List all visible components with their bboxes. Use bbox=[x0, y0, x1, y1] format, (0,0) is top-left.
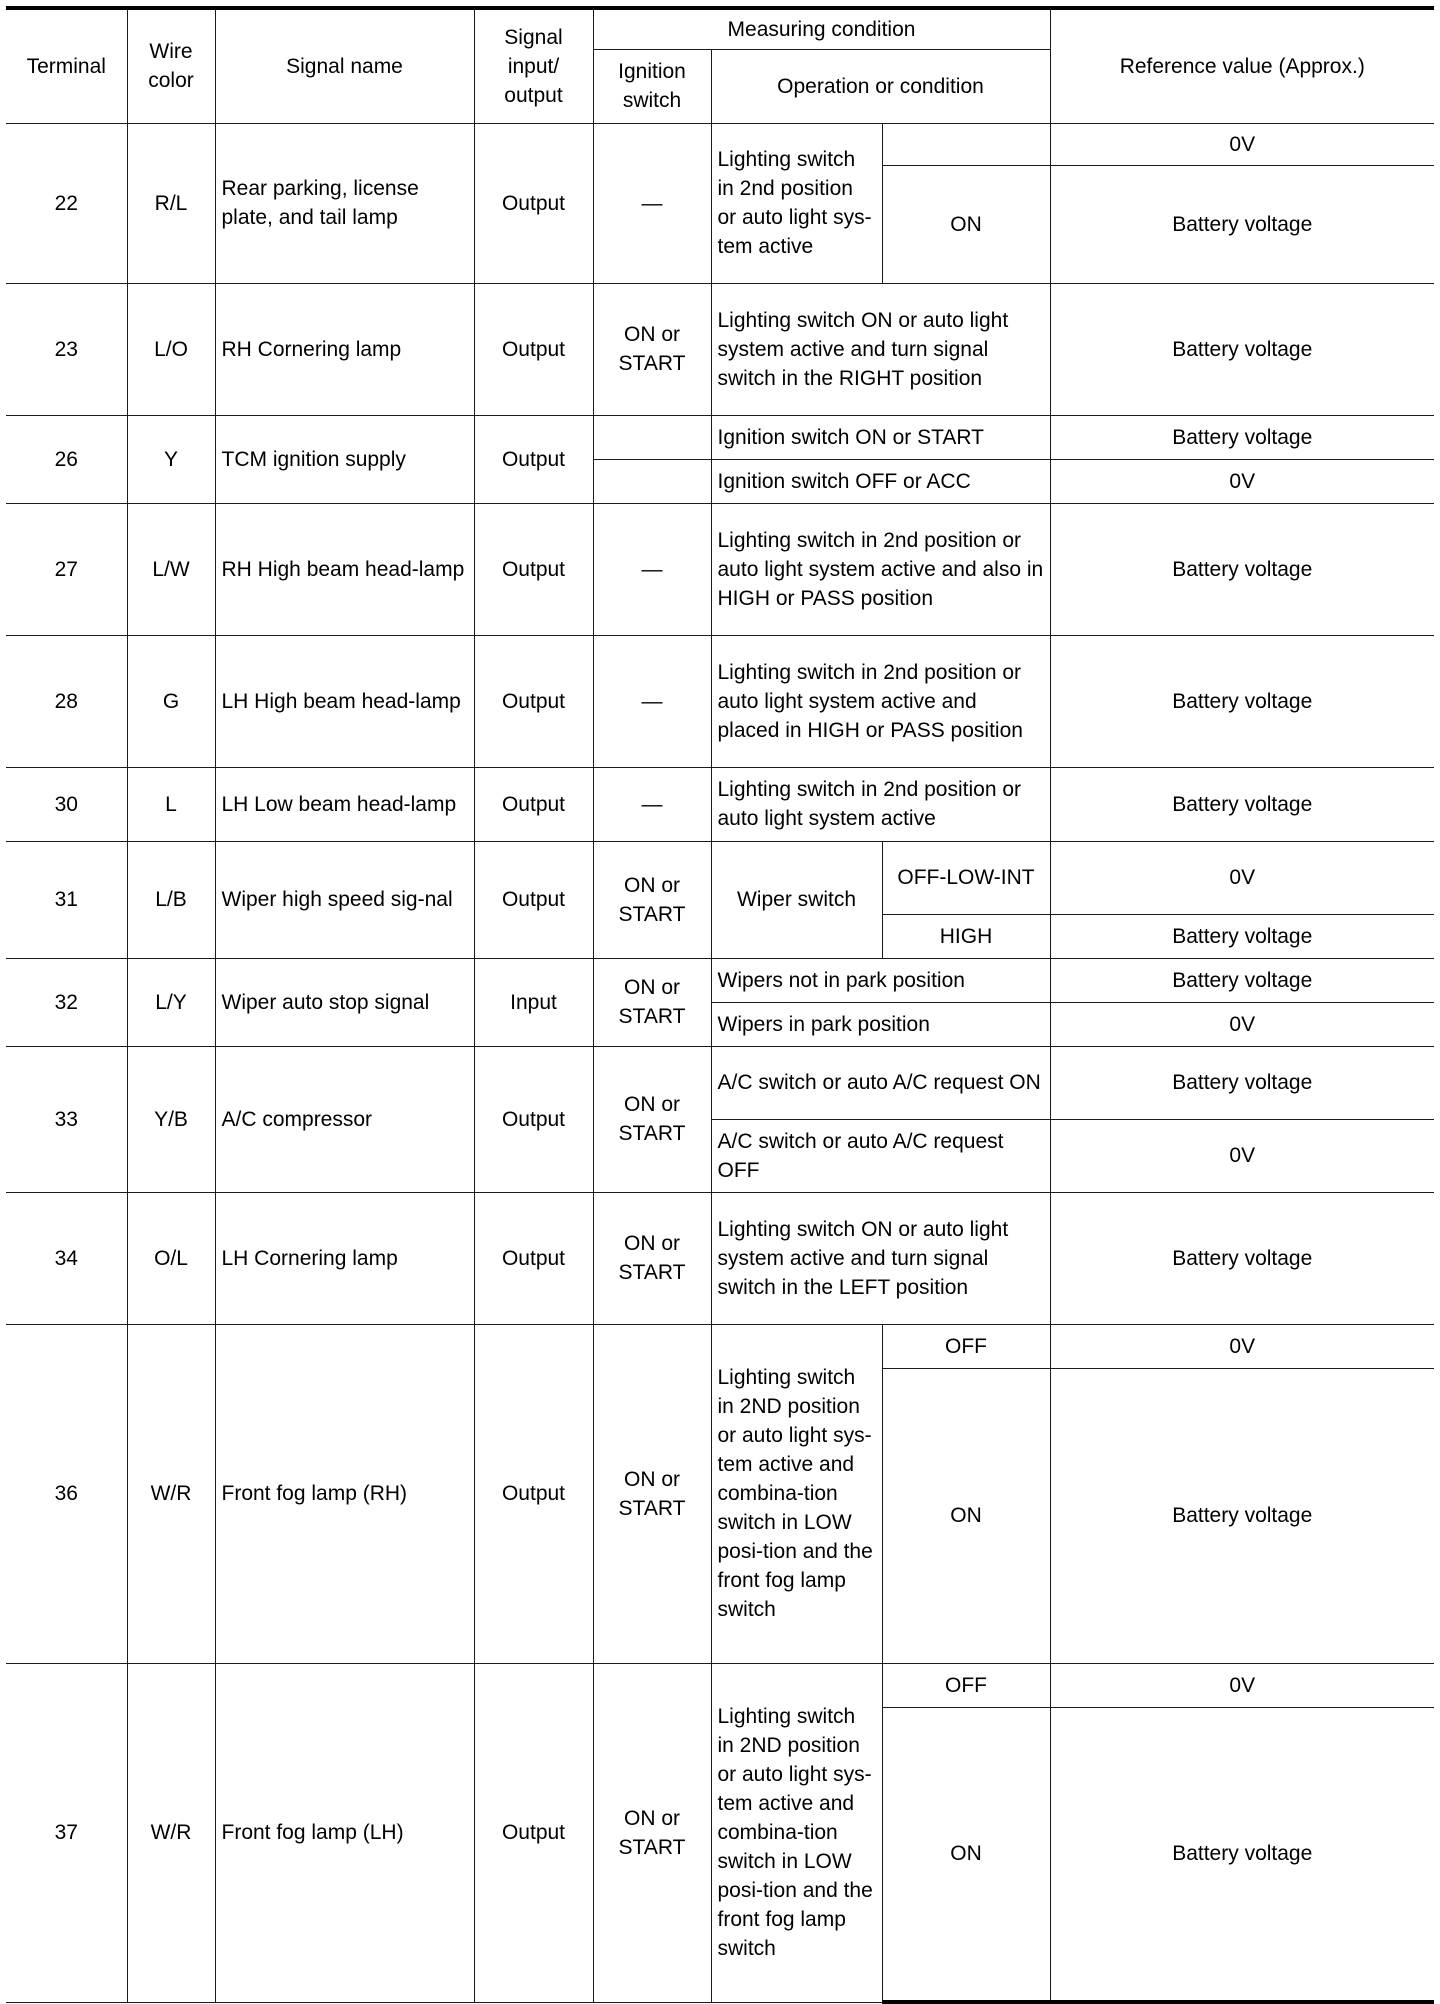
terminal-cell: 37 bbox=[6, 1663, 127, 2002]
sub-condition-cell: ON bbox=[882, 1368, 1050, 1663]
wire-color-cell: Y bbox=[127, 415, 215, 503]
header-signal-io: Signal input/ output bbox=[474, 8, 593, 123]
header-signal-name: Signal name bbox=[215, 8, 474, 123]
table-row bbox=[6, 415, 1434, 459]
terminal-cell: 30 bbox=[6, 767, 127, 841]
signal-name-cell: Wiper auto stop signal bbox=[215, 958, 474, 1046]
condition-cell: Lighting switch in 2nd position or auto light system active and placed in HIGH or PASS position bbox=[711, 635, 1050, 767]
reference-cell: Battery voltage bbox=[1050, 767, 1434, 841]
terminal-cell: 23 bbox=[6, 283, 127, 415]
signal-name-cell: A/C compressor bbox=[215, 1046, 474, 1192]
wire-color-cell: W/R bbox=[127, 1663, 215, 2002]
terminal-cell: 34 bbox=[6, 1192, 127, 1324]
reference-cell: 0V bbox=[1050, 1324, 1434, 1368]
header-row bbox=[6, 8, 1434, 49]
signal-io-cell: Output bbox=[474, 635, 593, 767]
reference-cell: 0V bbox=[1050, 1002, 1434, 1046]
ignition-cell: ON or START bbox=[593, 1324, 711, 1663]
ignition-cell bbox=[593, 415, 711, 459]
reference-cell: Battery voltage bbox=[1050, 914, 1434, 958]
ignition-cell: ON or START bbox=[593, 1663, 711, 2002]
terminal-cell: 31 bbox=[6, 841, 127, 958]
signal-io-cell: Output bbox=[474, 1324, 593, 1663]
condition-cell: Ignition switch ON or START bbox=[711, 415, 1050, 459]
terminal-cell: 32 bbox=[6, 958, 127, 1046]
sub-condition-cell bbox=[882, 123, 1050, 165]
reference-cell: 0V bbox=[1050, 1663, 1434, 1707]
ignition-cell: — bbox=[593, 635, 711, 767]
header-measuring-condition: Measuring condition bbox=[593, 8, 1050, 49]
wire-color-cell: W/R bbox=[127, 1324, 215, 1663]
wire-color-cell: G bbox=[127, 635, 215, 767]
sub-condition-cell: OFF bbox=[882, 1663, 1050, 1707]
header-operation: Operation or condition bbox=[711, 49, 1050, 123]
sub-condition-cell: OFF-LOW-INT bbox=[882, 841, 1050, 914]
reference-cell: Battery voltage bbox=[1050, 283, 1434, 415]
signal-io-cell: Output bbox=[474, 503, 593, 635]
condition-cell: Lighting switch in 2nd position or auto light sys-tem active bbox=[711, 123, 882, 283]
wire-color-cell: L bbox=[127, 767, 215, 841]
condition-cell: A/C switch or auto A/C request ON bbox=[711, 1046, 1050, 1119]
reference-cell: 0V bbox=[1050, 123, 1434, 165]
ignition-cell bbox=[593, 459, 711, 503]
terminal-cell: 33 bbox=[6, 1046, 127, 1192]
signal-io-cell: Input bbox=[474, 958, 593, 1046]
signal-name-cell: LH Low beam head-lamp bbox=[215, 767, 474, 841]
signal-io-cell: Output bbox=[474, 841, 593, 958]
header-ignition-switch: Ignition switch bbox=[593, 49, 711, 123]
reference-cell: Battery voltage bbox=[1050, 635, 1434, 767]
wire-color-cell: L/O bbox=[127, 283, 215, 415]
signal-name-cell: RH High beam head-lamp bbox=[215, 503, 474, 635]
header-terminal: Terminal bbox=[6, 8, 127, 123]
signal-io-cell: Output bbox=[474, 1663, 593, 2002]
signal-name-cell: TCM ignition supply bbox=[215, 415, 474, 503]
sub-condition-cell: HIGH bbox=[882, 914, 1050, 958]
table-row bbox=[6, 767, 1434, 841]
condition-cell: Lighting switch in 2nd position or auto light system active bbox=[711, 767, 1050, 841]
reference-cell: Battery voltage bbox=[1050, 1368, 1434, 1663]
table-row bbox=[6, 1192, 1434, 1324]
ignition-cell: ON or START bbox=[593, 958, 711, 1046]
wire-color-cell: L/Y bbox=[127, 958, 215, 1046]
signal-io-cell: Output bbox=[474, 283, 593, 415]
wire-color-cell: R/L bbox=[127, 123, 215, 283]
terminal-cell: 27 bbox=[6, 503, 127, 635]
signal-io-cell: Output bbox=[474, 1046, 593, 1192]
condition-cell: Lighting switch in 2ND position or auto light sys-tem active and combina-tion switch in LOW posi-tion and the front fog lamp switch bbox=[711, 1324, 882, 1663]
ignition-cell: ON or START bbox=[593, 1192, 711, 1324]
condition-cell: Lighting switch in 2ND position or auto light sys-tem active and combina-tion switch in LOW posi-tion and the front fog lamp switch bbox=[711, 1663, 882, 2002]
signal-name-cell: LH Cornering lamp bbox=[215, 1192, 474, 1324]
table-row bbox=[6, 958, 1434, 1002]
table-row bbox=[6, 1663, 1434, 1707]
reference-cell: Battery voltage bbox=[1050, 1707, 1434, 2002]
signal-io-cell: Output bbox=[474, 1192, 593, 1324]
reference-cell: Battery voltage bbox=[1050, 165, 1434, 283]
signal-name-cell: Wiper high speed sig-nal bbox=[215, 841, 474, 958]
reference-cell: Battery voltage bbox=[1050, 1046, 1434, 1119]
terminal-cell: 26 bbox=[6, 415, 127, 503]
sub-condition-cell: OFF bbox=[882, 1324, 1050, 1368]
condition-cell: Wiper switch bbox=[711, 841, 882, 958]
signal-name-cell: LH High beam head-lamp bbox=[215, 635, 474, 767]
signal-name-cell: Front fog lamp (RH) bbox=[215, 1324, 474, 1663]
wire-color-cell: O/L bbox=[127, 1192, 215, 1324]
reference-cell: 0V bbox=[1050, 1119, 1434, 1192]
wire-color-cell: L/W bbox=[127, 503, 215, 635]
condition-cell: Ignition switch OFF or ACC bbox=[711, 459, 1050, 503]
sub-condition-cell: ON bbox=[882, 1707, 1050, 2002]
terminal-cell: 28 bbox=[6, 635, 127, 767]
wire-color-cell: Y/B bbox=[127, 1046, 215, 1192]
condition-cell: Wipers in park position bbox=[711, 1002, 1050, 1046]
signal-io-cell: Output bbox=[474, 767, 593, 841]
ignition-cell: ON or START bbox=[593, 1046, 711, 1192]
table-row bbox=[6, 635, 1434, 767]
condition-cell: A/C switch or auto A/C request OFF bbox=[711, 1119, 1050, 1192]
condition-cell: Lighting switch ON or auto light system active and turn signal switch in the LEFT position bbox=[711, 1192, 1050, 1324]
condition-cell: Wipers not in park position bbox=[711, 958, 1050, 1002]
reference-cell: Battery voltage bbox=[1050, 415, 1434, 459]
ignition-cell: ON or START bbox=[593, 841, 711, 958]
sub-condition-cell: ON bbox=[882, 165, 1050, 283]
ignition-cell: — bbox=[593, 123, 711, 283]
table-row bbox=[6, 1046, 1434, 1119]
terminal-cell: 36 bbox=[6, 1324, 127, 1663]
reference-cell: Battery voltage bbox=[1050, 958, 1434, 1002]
table-row bbox=[6, 503, 1434, 635]
reference-cell: 0V bbox=[1050, 841, 1434, 914]
terminal-reference-table bbox=[6, 6, 1434, 2004]
condition-cell: Lighting switch ON or auto light system active and turn signal switch in the RIGHT position bbox=[711, 283, 1050, 415]
signal-io-cell: Output bbox=[474, 415, 593, 503]
signal-io-cell: Output bbox=[474, 123, 593, 283]
ignition-cell: — bbox=[593, 503, 711, 635]
terminal-cell: 22 bbox=[6, 123, 127, 283]
table-row bbox=[6, 123, 1434, 165]
ignition-cell: — bbox=[593, 767, 711, 841]
signal-name-cell: RH Cornering lamp bbox=[215, 283, 474, 415]
reference-cell: 0V bbox=[1050, 459, 1434, 503]
wire-color-cell: L/B bbox=[127, 841, 215, 958]
condition-cell: Lighting switch in 2nd position or auto light system active and also in HIGH or PASS position bbox=[711, 503, 1050, 635]
reference-cell: Battery voltage bbox=[1050, 1192, 1434, 1324]
ignition-cell: ON or START bbox=[593, 283, 711, 415]
signal-name-cell: Rear parking, license plate, and tail lamp bbox=[215, 123, 474, 283]
header-wire-color: Wire color bbox=[127, 8, 215, 123]
reference-cell: Battery voltage bbox=[1050, 503, 1434, 635]
header-reference-value: Reference value (Approx.) bbox=[1050, 8, 1434, 123]
signal-name-cell: Front fog lamp (LH) bbox=[215, 1663, 474, 2002]
table-row bbox=[6, 283, 1434, 415]
table-row bbox=[6, 1324, 1434, 1368]
table-row bbox=[6, 841, 1434, 914]
